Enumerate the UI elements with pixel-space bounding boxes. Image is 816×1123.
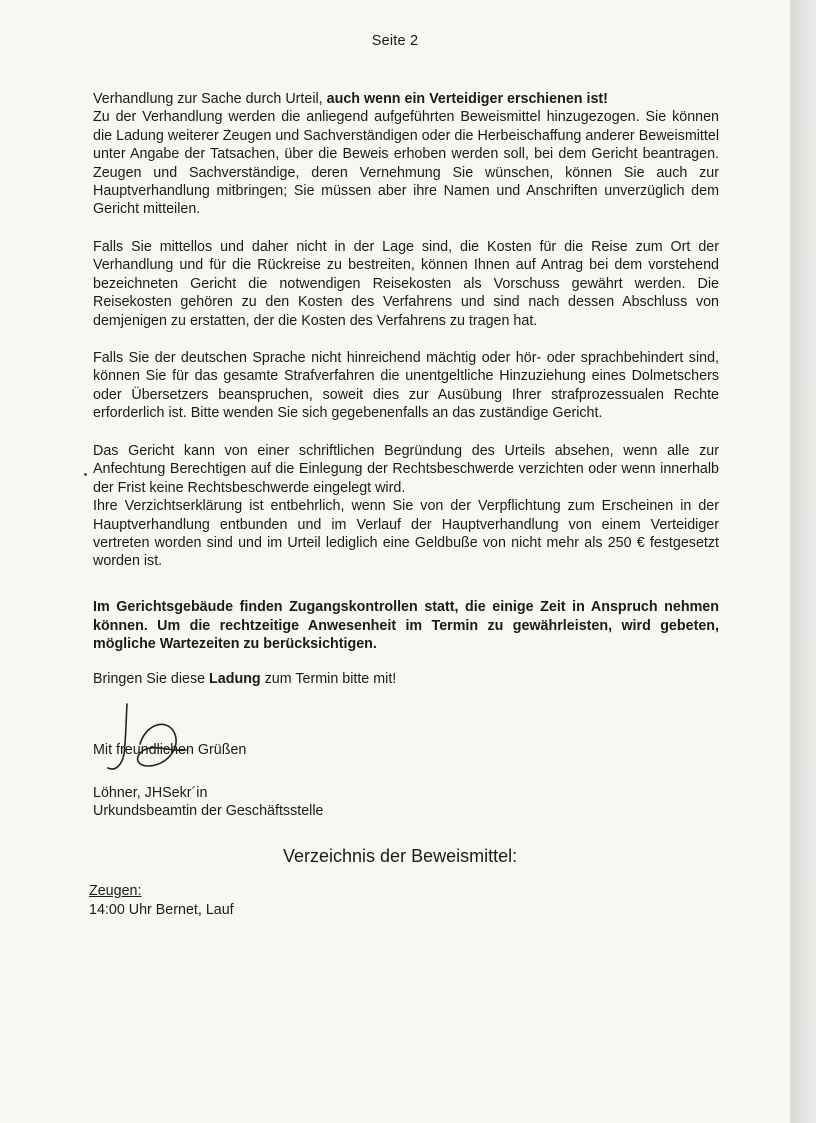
paragraph-written-reasons-1: Das Gericht kann von einer schriftlichen Begründung des Urteils absehen, wenn alle zur Anfechtung Berechtigen auf die Einlegung der Rechtsbeschwerde verzichten oder wenn innerhalb der Frist keine Rechtsbeschwerde eingelegt wird.: [93, 443, 719, 496]
bring-summons-emphasis: Ladung: [209, 671, 261, 687]
paragraph-1: [93, 90, 719, 219]
evidence-list-title: Verzeichnis der Beweismittel:: [283, 846, 518, 866]
scan-edge: [790, 0, 816, 1123]
scan-speck: [84, 473, 87, 476]
paragraph-written-reasons: [93, 442, 719, 571]
paragraph-travel-costs: Falls Sie mittellos und daher nicht in der Lage sind, die Kosten für die Reise zum Ort der Verhandlung und für die Rückreise zu bestreiten, können Ihnen auf Antrag bei dem vorstehend bezeichneten Gericht die notwendigen Reisekosten als Vorschuss gewährt werden. Die Reisekosten gehören zu den Kosten des Verfahrens und sind nach dessen Abschluss von demjenigen zu erstatten, der die Kosten des Verfahrens zu tragen hat.: [93, 239, 719, 329]
witness-item: 14:00 Uhr Bernet, Lauf: [89, 902, 234, 918]
signer-name: Löhner, JHSekr´in: [93, 785, 208, 801]
paragraph-access-control: Im Gerichtsgebäude finden Zugangskontrollen statt, die einige Zeit in Anspruch nehmen können. Um die rechtzeitige Anwesenheit im Termin zu gewährleisten, wird gebeten, mögliche Wartezeiten zu berücksichtigen.: [93, 599, 719, 653]
signer-role: Urkundsbeamtin der Geschäftsstelle: [93, 803, 324, 819]
paragraph-bring-summons: [93, 670, 719, 688]
witnesses-heading: Zeugen:: [89, 883, 142, 899]
paragraph-written-reasons-2: Ihre Verzichtserklärung ist entbehrlich, wenn Sie von der Verpflichtung zum Erscheinen in der Hauptverhandlung entbunden und im Verlauf der Hauptverhandlung von einem Verteidiger vertreten worden sind und im Urteil lediglich eine Geldbuße von nicht mehr als 250 € festgesetzt worden ist.: [93, 498, 719, 570]
page-number: Seite 2: [371, 33, 419, 49]
paragraph-1-intro: Verhandlung zur Sache durch Urteil,: [93, 91, 327, 107]
paragraph-1-body: Zu der Verhandlung werden die anliegend aufgeführten Beweismittel hinzugezogen. Sie können die Ladung weiterer Zeugen und Sachverständigen oder die Herbeischaffung anderer Beweismittel unter Angabe der Tatsachen, über die Beweis erhoben werden soll, bei dem Gericht beantragen. Zeugen und Sachverständige, deren Vernehmung Sie wünschen, können Sie auch zur Hauptverhandlung mitbringen; Sie müssen aber ihre Namen und Anschriften unverzüglich dem Gericht mitteilen.: [93, 109, 719, 218]
bring-summons-text-c: zum Termin bitte mit!: [260, 671, 397, 687]
paragraph-interpreter: Falls Sie der deutschen Sprache nicht hinreichend mächtig oder hör- oder sprachbehindert sind, können Sie für das gesamte Strafverfahren die unentgeltliche Hinzuziehung eines Dolmetschers oder Übersetzers beanspruchen, soweit dies zur Ausübung Ihrer strafprozessualen Rechte erforderlich ist. Bitte wenden Sie sich gegebenenfalls an das zuständige Gericht.: [93, 350, 719, 422]
handwritten-signature: [100, 700, 190, 778]
paragraph-1-emphasis: auch wenn ein Verteidiger erschienen ist!: [326, 91, 608, 107]
closing-greeting: Mit freundlichen Grüßen: [93, 742, 247, 758]
bring-summons-text-a: Bringen Sie diese: [93, 671, 210, 687]
